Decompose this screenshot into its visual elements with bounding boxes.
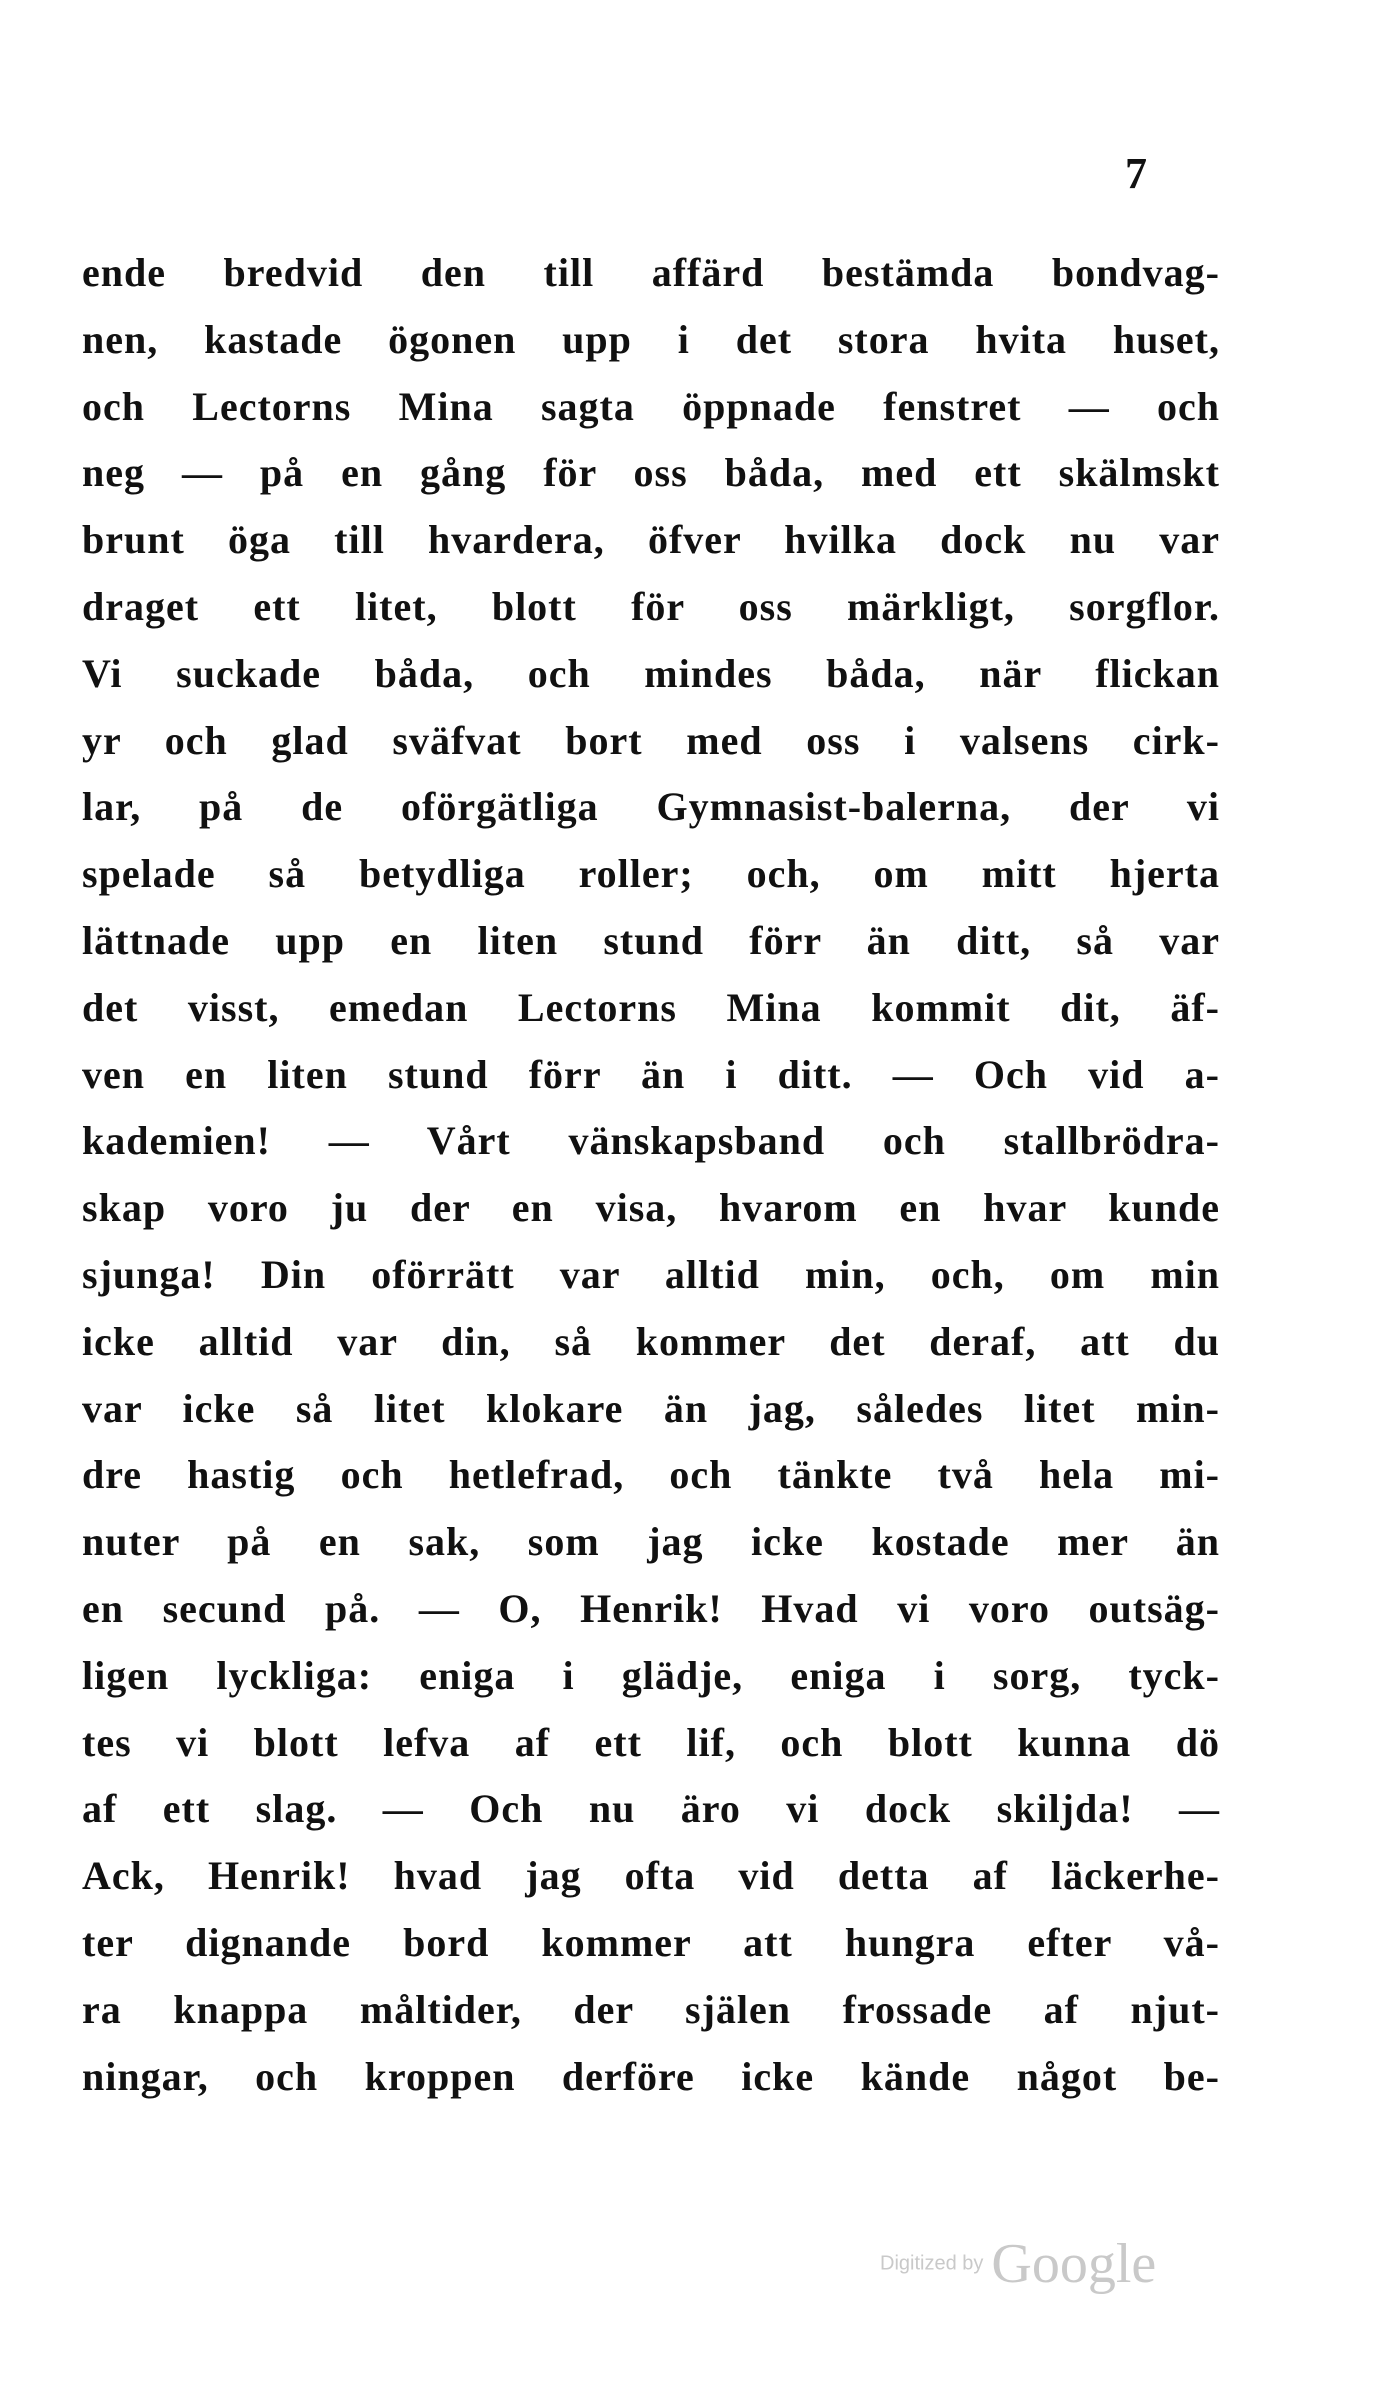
- watermark-prefix: Digitized by: [880, 2252, 984, 2275]
- text-line: ningar, och kroppen derföre icke kände något be-: [82, 2053, 1220, 2099]
- text-line: af ett slag. — Och nu äro vi dock skiljda! —: [82, 1786, 1220, 1832]
- text-line: Ack, Henrik! hvad jag ofta vid detta af läckerhe-: [82, 1853, 1220, 1899]
- text-line: dre hastig och hetlefrad, och tänkte två hela mi-: [82, 1452, 1220, 1498]
- google-logo: Google: [991, 2233, 1157, 2295]
- text-line: lar, på de oförgätliga Gymnasist-balerna, der vi: [82, 784, 1220, 830]
- text-line: det visst, emedan Lectorns Mina kommit dit, äf-: [82, 984, 1220, 1030]
- text-line: yr och glad sväfvat bort med oss i valsens cirk-: [82, 717, 1220, 763]
- text-line: en secund på. — O, Henrik! Hvad vi voro outsäg-: [82, 1585, 1220, 1631]
- text-line: spelade så betydliga roller; och, om mitt hjerta: [82, 851, 1220, 897]
- text-line: draget ett litet, blott för oss märkligt, sorgflor.: [82, 583, 1220, 629]
- text-line: och Lectorns Mina sagta öppnade fenstret — och: [82, 383, 1220, 429]
- text-line: skap voro ju der en visa, hvarom en hvar kunde: [82, 1185, 1220, 1231]
- text-line: icke alltid var din, så kommer det deraf, att du: [82, 1318, 1220, 1364]
- text-line: tes vi blott lefva af ett lif, och blott kunna dö: [82, 1719, 1220, 1765]
- text-line: brunt öga till hvardera, öfver hvilka dock nu var: [82, 517, 1220, 563]
- text-line: Vi suckade båda, och mindes båda, när flickan: [82, 650, 1220, 696]
- digitized-watermark: [880, 2232, 1156, 2296]
- text-line: ra knappa måltider, der själen frossade af njut-: [82, 1986, 1220, 2032]
- text-line: kademien! — Vårt vänskapsband och stallbrödra-: [82, 1118, 1220, 1164]
- text-line: neg — på en gång för oss båda, med ett skälmskt: [82, 450, 1220, 496]
- text-line: ven en liten stund förr än i ditt. — Och vid a-: [82, 1051, 1220, 1097]
- text-line: sjunga! Din oförrätt var alltid min, och, om min: [82, 1251, 1220, 1297]
- text-line: ende bredvid den till affärd bestämda bondvag-: [82, 250, 1220, 295]
- text-line: nuter på en sak, som jag icke kostade mer än: [82, 1519, 1220, 1565]
- text-line: lättnade upp en liten stund förr än ditt, så var: [82, 917, 1220, 963]
- body-text: [82, 240, 1220, 2110]
- text-line: ter dignande bord kommer att hungra efter vå-: [82, 1919, 1220, 1965]
- text-line: var icke så litet klokare än jag, således litet min-: [82, 1385, 1220, 1431]
- text-line: nen, kastade ögonen upp i det stora hvita huset,: [82, 316, 1220, 362]
- page-number: 7: [1125, 149, 1147, 198]
- text-line: ligen lyckliga: eniga i glädje, eniga i sorg, tyck-: [82, 1652, 1220, 1698]
